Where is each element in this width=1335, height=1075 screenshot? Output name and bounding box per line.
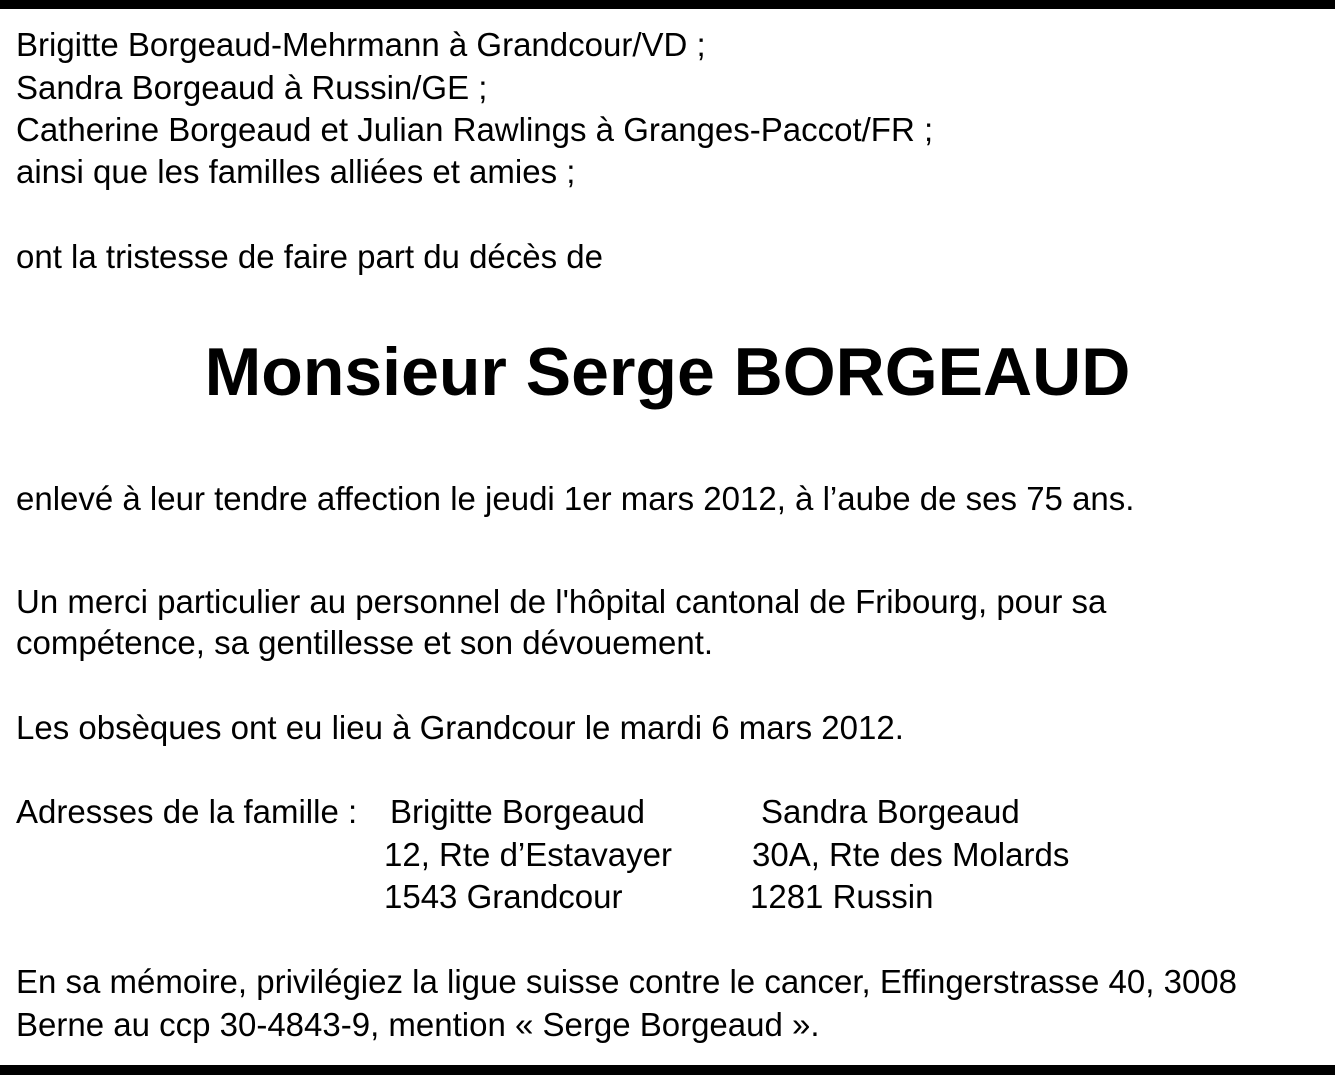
passing-text: enlevé à leur tendre affection le jeudi 1er mars 2012, à l’aube de ses 75 ans. — [16, 480, 1135, 517]
family-line: Brigitte Borgeaud-Mehrmann à Grandcour/VD ; — [16, 26, 706, 63]
address-street-sandra: 30A, Rte des Molards — [752, 836, 1070, 873]
addresses-label: Adresses de la famille : — [16, 793, 358, 830]
announcement-text: ont la tristesse de faire part du décès de — [16, 238, 604, 275]
funeral-text: Les obsèques ont eu lieu à Grandcour le mardi 6 mars 2012. — [16, 709, 904, 746]
address-name-brigitte: Brigitte Borgeaud — [390, 793, 645, 830]
thanks-line: Un merci particulier au personnel de l'hôpital cantonal de Fribourg, pour sa — [16, 583, 1107, 620]
deceased-name-heading: Monsieur Serge BORGEAUD — [204, 334, 1131, 410]
address-street-brigitte: 12, Rte d’Estavayer — [384, 836, 672, 873]
address-city-sandra: 1281 Russin — [750, 878, 934, 915]
family-line: ainsi que les familles alliées et amies ; — [16, 153, 576, 190]
address-city-brigitte: 1543 Grandcour — [384, 878, 623, 915]
thanks-line: compétence, sa gentillesse et son dévouement. — [16, 624, 714, 661]
family-line: Catherine Borgeaud et Julian Rawlings à Granges-Paccot/FR ; — [16, 111, 934, 148]
top-border-rule — [0, 0, 1335, 9]
memorial-line: En sa mémoire, privilégiez la ligue suisse contre le cancer, Effingerstrasse 40, 3008 — [16, 963, 1238, 1000]
bottom-border-rule — [0, 1065, 1335, 1075]
family-line: Sandra Borgeaud à Russin/GE ; — [16, 69, 488, 106]
address-name-sandra: Sandra Borgeaud — [761, 793, 1020, 830]
memorial-line: Berne au ccp 30-4843-9, mention « Serge Borgeaud ». — [16, 1006, 820, 1043]
